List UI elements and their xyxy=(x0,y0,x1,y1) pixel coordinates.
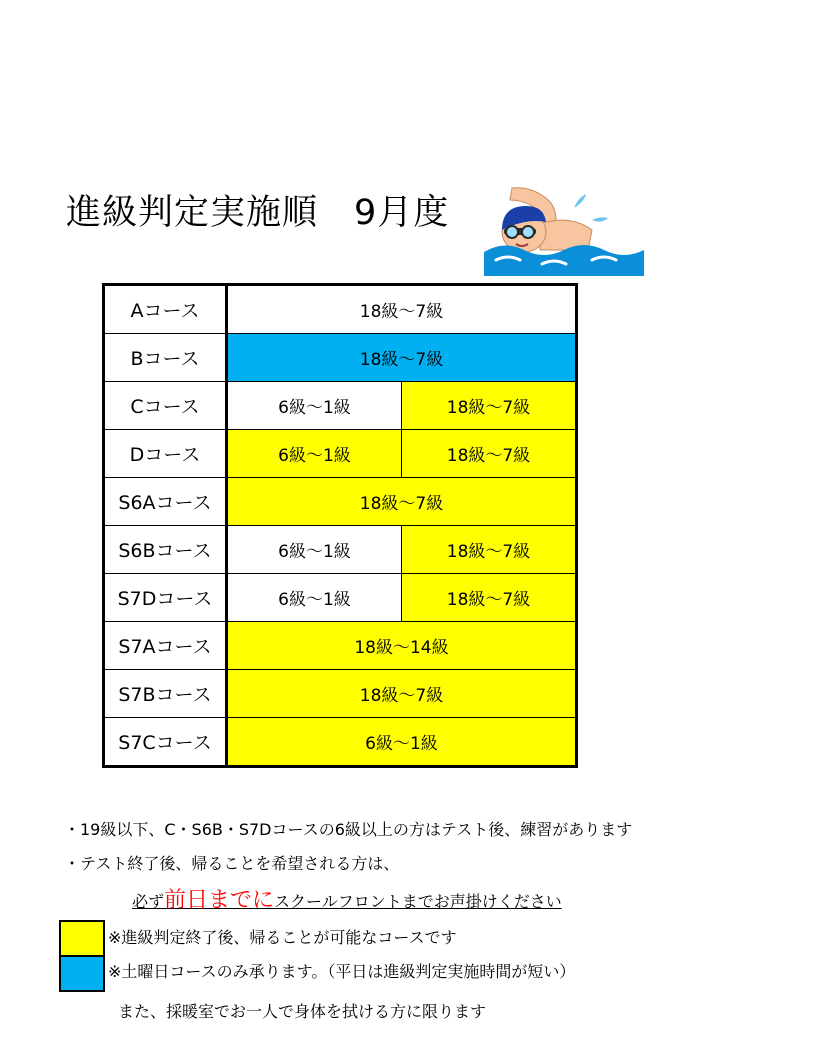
course-name-cell: S6Bコース xyxy=(104,526,227,574)
grade-range-cell: 6級～1級 xyxy=(227,574,402,622)
grade-range-cell: 6級～1級 xyxy=(227,526,402,574)
note-deadline-emphasis: 前日までに xyxy=(164,888,275,913)
course-name-cell: Cコース xyxy=(104,382,227,430)
note-contact-suffix: スクールフロントまでお声掛けください xyxy=(274,892,562,911)
note-contact-prefix: 必ず xyxy=(132,892,165,911)
course-name-cell: Bコース xyxy=(104,334,227,382)
note-contact-front xyxy=(132,890,562,913)
grade-range-cell: 18級～7級 xyxy=(227,478,577,526)
table-row xyxy=(104,670,577,718)
grade-range-cell: 6級～1級 xyxy=(227,382,402,430)
table-row xyxy=(104,285,577,334)
course-name-cell: S7Dコース xyxy=(104,574,227,622)
page-title: 進級判定実施順 9月度 xyxy=(66,193,450,233)
grade-range-cell: 18級～7級 xyxy=(402,430,577,478)
table-row xyxy=(104,334,577,382)
legend-yellow-text: ※進級判定終了後、帰ることが可能なコースです xyxy=(108,928,457,947)
legend-extra-text: また、採暖室でお一人で身体を拭ける方に限ります xyxy=(118,1002,487,1021)
grade-schedule-table xyxy=(102,283,578,768)
table-row xyxy=(104,382,577,430)
table-row xyxy=(104,622,577,670)
note-leave-request: ・テスト終了後、帰ることを希望される方は、 xyxy=(64,854,400,873)
grade-range-cell: 18級～7級 xyxy=(227,285,577,334)
course-name-cell: S7Aコース xyxy=(104,622,227,670)
grade-range-cell: 18級～7級 xyxy=(402,526,577,574)
legend-yellow-swatch xyxy=(59,920,105,957)
course-name-cell: S7Bコース xyxy=(104,670,227,718)
legend-blue-text: ※土曜日コースのみ承ります。（平日は進級判定実施時間が短い） xyxy=(108,962,576,981)
grade-range-cell: 6級～1級 xyxy=(227,430,402,478)
course-name-cell: S7Cコース xyxy=(104,718,227,767)
table-row xyxy=(104,478,577,526)
course-name-cell: Aコース xyxy=(104,285,227,334)
swimmer-icon xyxy=(482,180,646,278)
course-name-cell: Dコース xyxy=(104,430,227,478)
note-practice: ・19級以下、C・S6B・S7Dコースの6級以上の方はテスト後、練習があります xyxy=(64,820,633,839)
grade-range-cell: 18級～7級 xyxy=(402,574,577,622)
table-row xyxy=(104,526,577,574)
table-row xyxy=(104,430,577,478)
grade-range-cell: 6級～1級 xyxy=(227,718,577,767)
table-row xyxy=(104,718,577,767)
grade-range-cell: 18級～7級 xyxy=(227,334,577,382)
grade-range-cell: 18級～7級 xyxy=(227,670,577,718)
legend-blue-swatch xyxy=(59,955,105,992)
course-name-cell: S6Aコース xyxy=(104,478,227,526)
grade-range-cell: 18級～14級 xyxy=(227,622,577,670)
table-row xyxy=(104,574,577,622)
grade-range-cell: 18級～7級 xyxy=(402,382,577,430)
